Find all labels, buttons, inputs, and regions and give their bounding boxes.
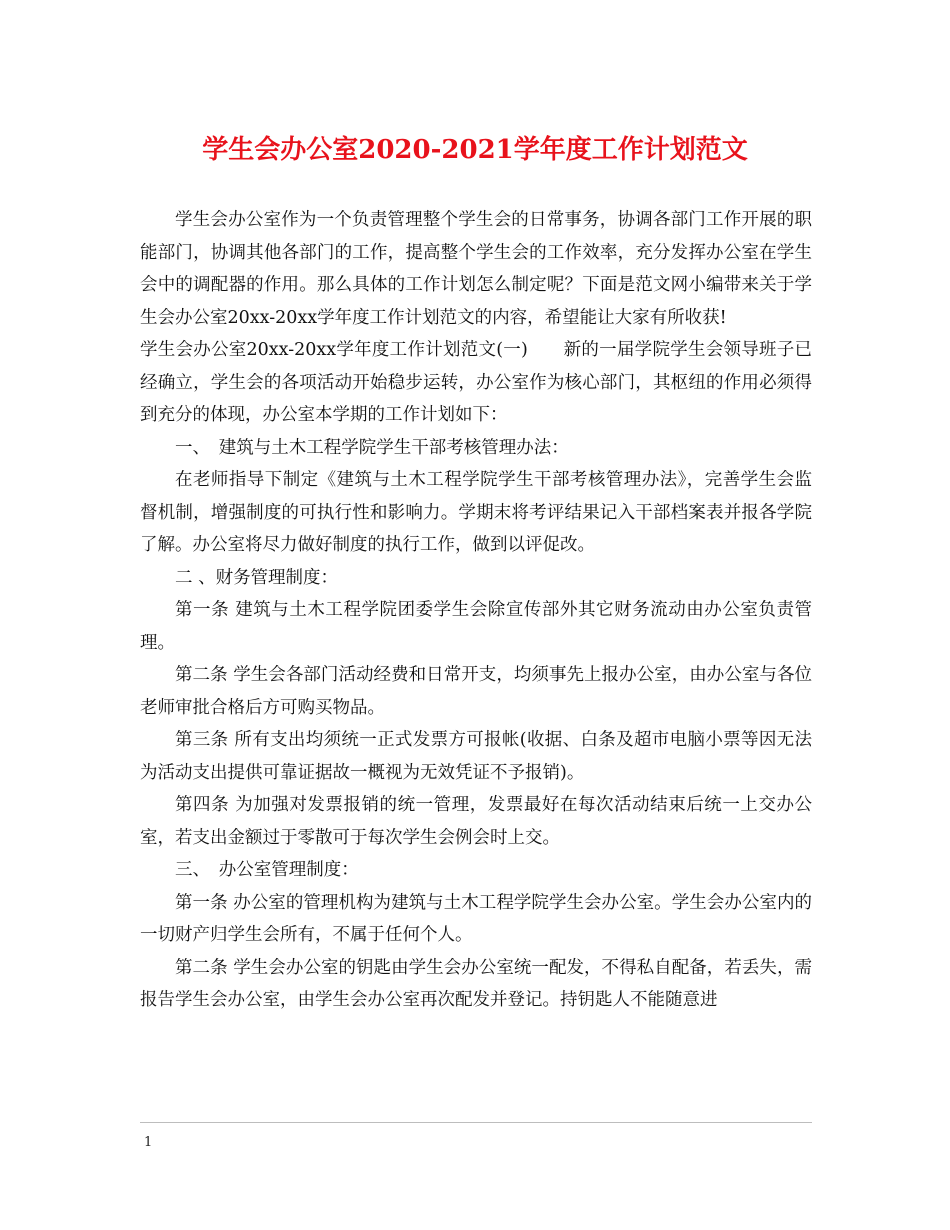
paragraph: 在老师指导下制定《建筑与土木工程学院学生干部考核管理办法》，完善学生会监督机制，增强制度的可执行性和影响力。学期末将考评结果记入干部档案表并报各学院了解。办公室将尽力做好制度的执行工作，做到以评促改。 — [140, 470, 812, 555]
article-clause: 第二条 学生会办公室的钥匙由学生会办公室统一配发，不得私自配备，若丢失，需报告学生会办公室，由学生会办公室再次配发并登记。持钥匙人不能随意进 — [140, 957, 812, 1010]
article-clause: 第二条 学生会各部门活动经费和日常开支，均须事先上报办公室，由办公室与各位老师审批合格后方可购买物品。 — [140, 665, 812, 718]
article-clause: 第三条 所有支出均须统一正式发票方可报帐(收据、白条及超市电脑小票等因无法为活动支出提供可靠证据故一概视为无效凭证不予报销)。 — [140, 730, 812, 783]
paragraph: 学生会办公室作为一个负责管理整个学生会的日常事务，协调各部门工作开展的职能部门，协调其他各部门的工作，提高整个学生会的工作效率，充分发挥办公室在学生会中的调配器的作用。那么具体的工作计划怎么制定呢？下面是范文网小编带来关于学生会办公室20xx-20xx学年度工作计划范文的内容，希望能让大家有所收获! — [140, 210, 812, 328]
document-body — [140, 204, 812, 1017]
article-clause: 第一条 建筑与土木工程学院团委学生会除宣传部外其它财务流动由办公室负责管理。 — [140, 600, 812, 653]
page-number: 1 — [144, 1135, 153, 1150]
section-heading: 一、 建筑与土木工程学院学生干部考核管理办法： — [175, 437, 569, 458]
article-clause: 第一条 办公室的管理机构为建筑与土木工程学院学生会办公室。学生会办公室内的一切财产归学生会所有，不属于任何个人。 — [140, 892, 812, 945]
footer-divider — [140, 1122, 812, 1123]
section-heading: 二 、财务管理制度： — [175, 567, 339, 588]
paragraph: 学生会办公室20xx-20xx学年度工作计划范文(一) 新的一届学院学生会领导班子已经确立，学生会的各项活动开始稳步运转，办公室作为核心部门，其枢纽的作用必须得到充分的体现，办公室本学期的工作计划如下： — [140, 340, 812, 425]
article-clause: 第四条 为加强对发票报销的统一管理，发票最好在每次活动结束后统一上交办公室，若支出金额过于零散可于每次学生会例会时上交。 — [140, 795, 812, 848]
section-heading: 三、 办公室管理制度： — [175, 860, 359, 880]
document-title: 学生会办公室2020-2021学年度工作计划范文 — [202, 135, 748, 165]
